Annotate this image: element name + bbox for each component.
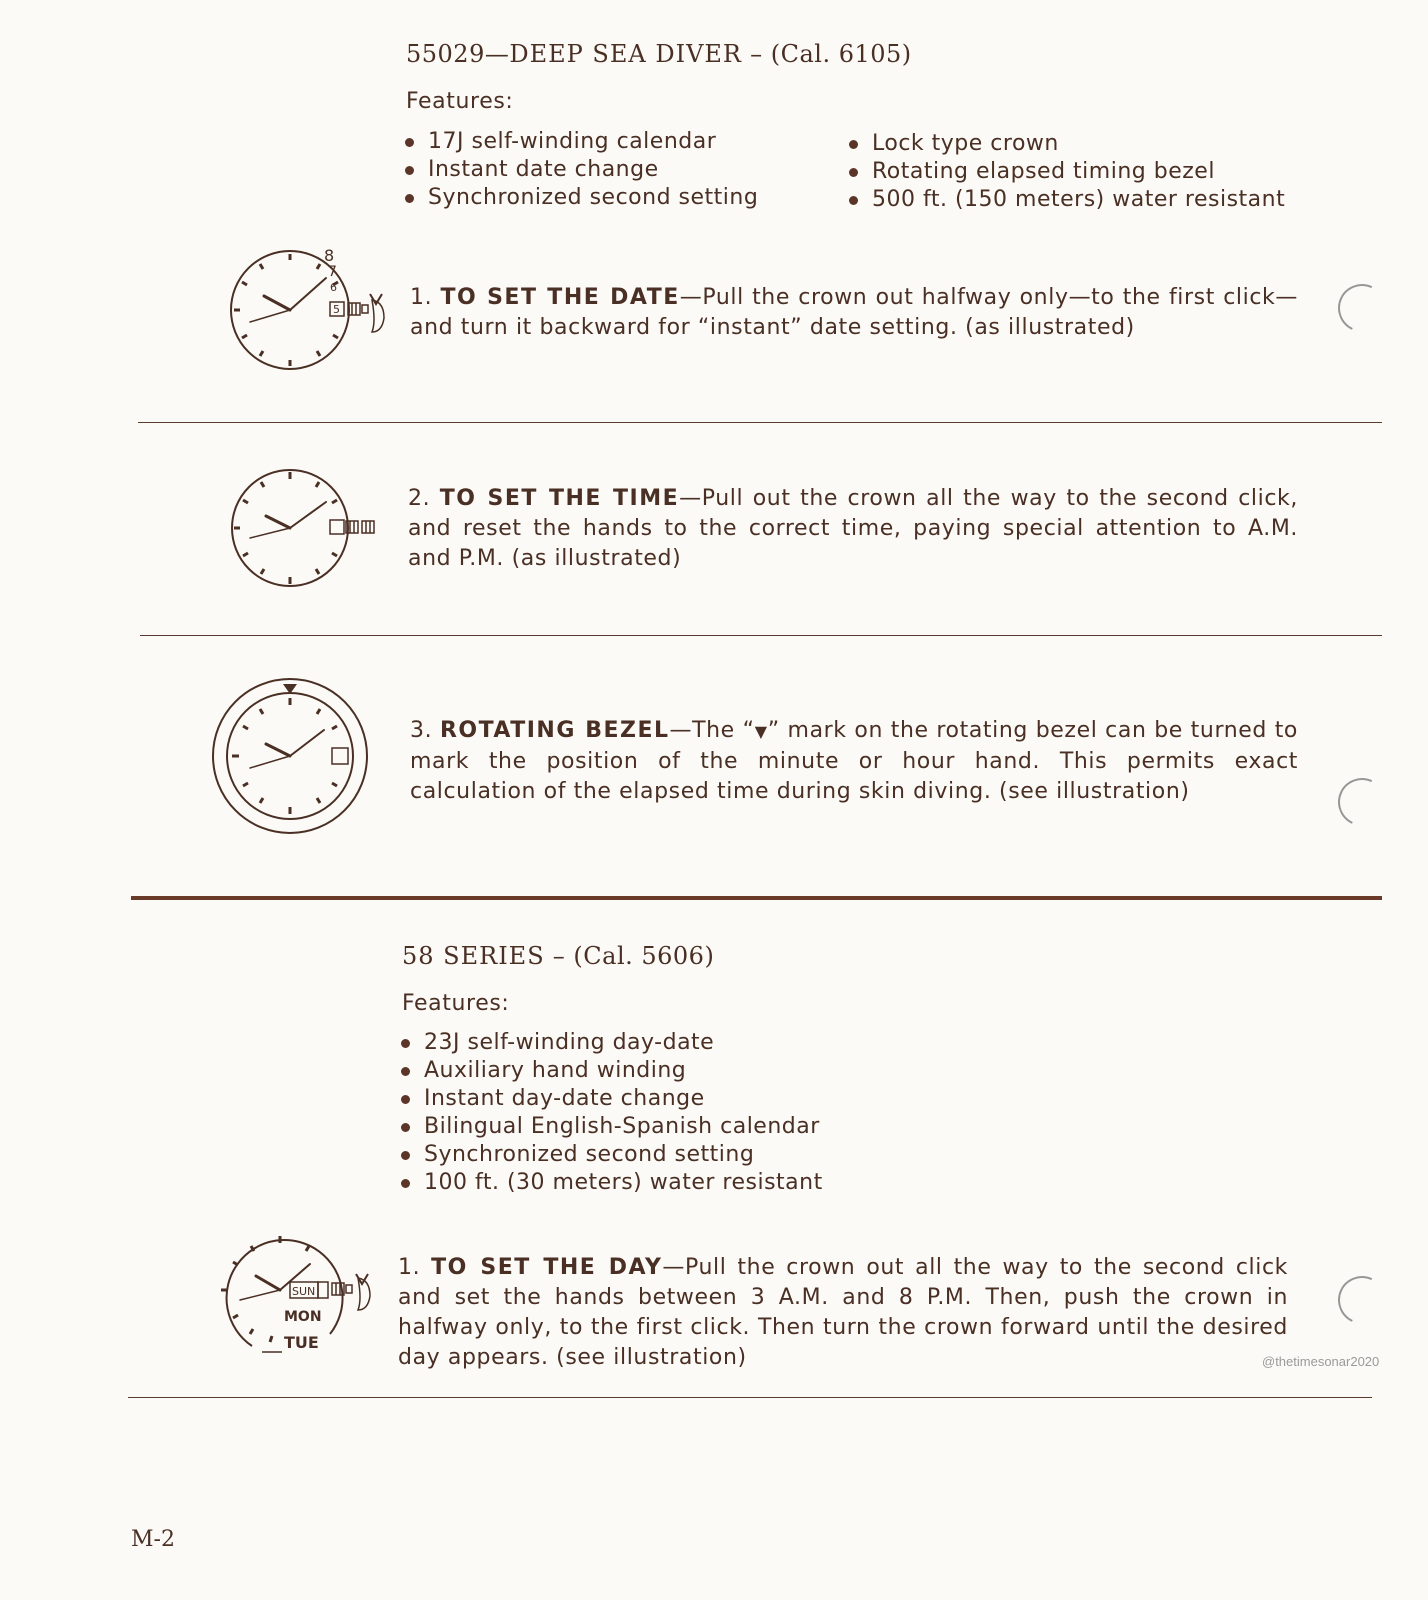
feature-item: 17J self-winding calendar <box>402 128 758 156</box>
section1-cal: (Cal. 6105) <box>770 40 912 68</box>
divider <box>138 422 1382 423</box>
binder-hole <box>1331 277 1393 339</box>
section1-model: 55029 <box>406 40 485 68</box>
step-heading: TO SET THE DAY <box>431 1255 663 1280</box>
day-label-mon: MON <box>284 1309 322 1325</box>
feature-item: 500 ft. (150 meters) water resistant <box>846 186 1285 214</box>
hour-markers <box>234 472 337 584</box>
divider <box>128 1397 1372 1398</box>
date-window <box>332 748 348 764</box>
section2-features-label: Features: <box>402 991 510 1016</box>
feature-item: Bilingual English-Spanish calendar <box>398 1113 823 1141</box>
date-digit-8: 8 <box>324 246 335 265</box>
watermark: @thetimesonar2020 <box>1262 1354 1380 1369</box>
section1-features-right <box>846 130 1285 214</box>
section1-features-label: Features: <box>406 89 514 114</box>
step-text: —Pull out the crown all the way to the second click, and reset the hands to the correct time, paying special attention to A.M. and P.M. (as illustrated) <box>408 486 1298 571</box>
crown-icon <box>332 1278 370 1310</box>
section1-features-left <box>402 128 758 212</box>
feature-item: Synchronized second setting <box>398 1141 823 1169</box>
step-text: —The “ <box>669 718 755 743</box>
feature-item: Synchronized second setting <box>402 184 758 212</box>
section1-name: DEEP SEA DIVER <box>509 40 742 68</box>
crown-icon <box>348 300 384 332</box>
step-number: 3. <box>410 718 433 743</box>
crown-icon <box>330 520 374 534</box>
day-label-tue: TUE <box>284 1333 319 1352</box>
page-number: M-2 <box>131 1527 175 1552</box>
day-label-sun: SUN <box>292 1285 316 1298</box>
step-set-time <box>408 484 1298 574</box>
step-set-date <box>410 283 1298 343</box>
watch-day-illustration <box>212 1228 392 1360</box>
date-digit-5: 5 <box>333 303 340 316</box>
step-text: ” mark on the rotating bezel can be turned to mark the position of the minute or hour hand. This permits exact calculation of the elapsed time during skin diving. (see illustration) <box>410 718 1298 804</box>
watch-time-illustration <box>226 464 396 592</box>
section2-cal: (Cal. 5606) <box>573 942 715 970</box>
watch-hands <box>250 730 324 768</box>
section2-model: 58 SERIES <box>402 942 545 970</box>
watch-bezel-illustration <box>210 676 370 836</box>
binder-hole <box>1331 771 1393 833</box>
feature-item: Instant day-date change <box>398 1085 823 1113</box>
watch-date-illustration <box>220 244 400 376</box>
watch-hands <box>250 278 326 322</box>
watch-hands <box>250 502 326 538</box>
feature-item: 100 ft. (30 meters) water resistant <box>398 1169 823 1197</box>
divider <box>140 635 1382 636</box>
feature-item: Lock type crown <box>846 130 1285 158</box>
step-number: 2. <box>408 486 431 511</box>
step-text: —Pull the crown out all the way to the second click and set the hands between 3 A.M. and 8 P.M. Then, push the crown in halfway only, to the first click. Then turn the crown forward until the desired day appears. (see illustration) <box>398 1255 1288 1370</box>
section2-features <box>398 1029 823 1197</box>
step-set-day <box>398 1253 1288 1373</box>
binder-hole <box>1331 1269 1393 1331</box>
step-heading: TO SET THE TIME <box>439 486 680 511</box>
step-heading: ROTATING BEZEL <box>439 718 670 743</box>
section1-title: 55029—DEEP SEA DIVER – (Cal. 6105) <box>406 40 912 68</box>
hour-markers <box>234 254 338 366</box>
step-number: 1. <box>398 1255 421 1280</box>
step-rotating-bezel <box>410 716 1298 807</box>
date-digit-7: 7 <box>328 264 337 280</box>
hour-markers <box>232 698 337 814</box>
section-divider <box>131 896 1382 900</box>
step-heading: TO SET THE DATE <box>440 285 680 310</box>
feature-item: Rotating elapsed timing bezel <box>846 158 1285 186</box>
feature-item: Auxiliary hand winding <box>398 1057 823 1085</box>
watch-dial <box>227 1240 343 1346</box>
step-number: 1. <box>410 285 433 310</box>
step-text: —Pull the crown out halfway only—to the first click—and turn it backward for “instant” date setting. (as illustrated) <box>410 285 1298 340</box>
bezel-mark-icon: ▼ <box>754 722 768 741</box>
feature-item: 23J self-winding day-date <box>398 1029 823 1057</box>
date-digit-6: 6 <box>330 281 337 294</box>
feature-item: Instant date change <box>402 156 758 184</box>
section2-title: 58 SERIES – (Cal. 5606) <box>402 942 715 970</box>
